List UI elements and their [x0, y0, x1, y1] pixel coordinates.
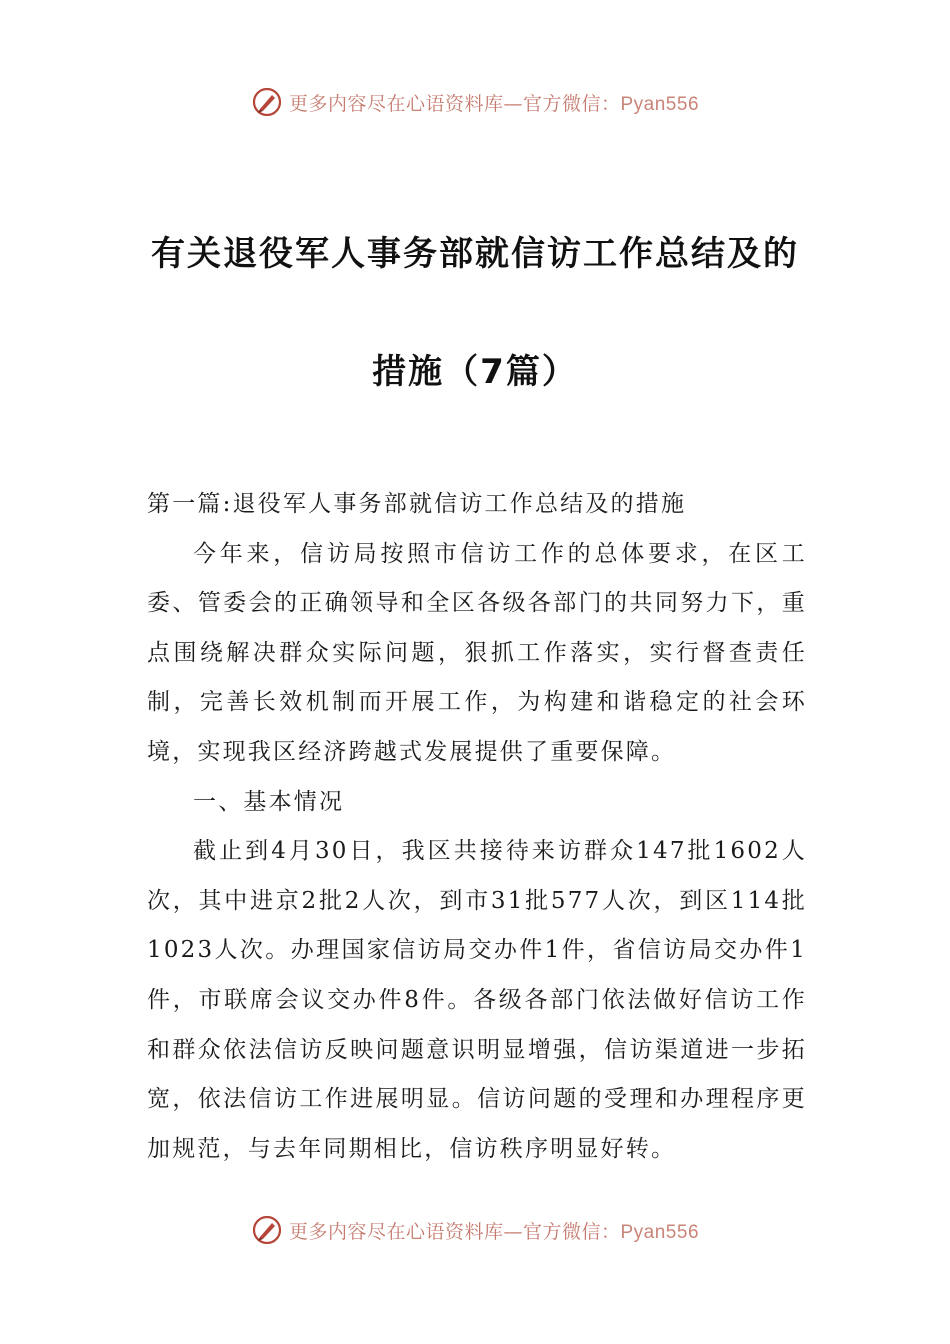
paragraph-intro: 今年来，信访局按照市信访工作的总体要求，在区工委、管委会的正确领导和全区各级各部门的共同努力下，重点围绕解决群众实际问题，狠抓工作落实，实行督查责任制，完善长效机制而开展工作，为构建和谐稳定的社会环境，实现我区经济跨越式发展提供了重要保障。 — [147, 540, 807, 765]
watermark-text: 更多内容尽在心语资料库—官方微信：Pyan556 — [288, 92, 700, 115]
pen-logo-icon — [251, 1214, 283, 1246]
chapter-heading: 第一篇:退役军人事务部就信访工作总结及的措施 — [147, 491, 687, 517]
document-body — [147, 480, 807, 1174]
paragraph-basic-situation: 截止到4月30日，我区共接待来访群众147批1602人次，其中进京2批2人次，到市31批577人次，到区114批1023人次。办理国家信访局交办件1件，省信访局交办件1件，市联席会议交办件8件。各级各部门依法做好信访工作和群众依法信访反映问题意识明显增强，信访渠道进一步拓宽，依法信访工作进展明显。信访问题的受理和办理程序更加规范，与去年同期相比，信访秩序明显好转。 — [147, 838, 807, 1162]
header-watermark — [0, 82, 950, 122]
watermark-text: 更多内容尽在心语资料库—官方微信：Pyan556 — [288, 1220, 700, 1243]
document-title-line-2: 措施（7篇） — [372, 352, 578, 392]
document-title-line-1: 有关退役军人事务部就信访工作总结及的 — [151, 234, 799, 274]
pen-logo-icon — [251, 86, 283, 118]
footer-watermark — [0, 1210, 950, 1250]
section-heading-basic-situation: 一、基本情况 — [193, 788, 345, 815]
